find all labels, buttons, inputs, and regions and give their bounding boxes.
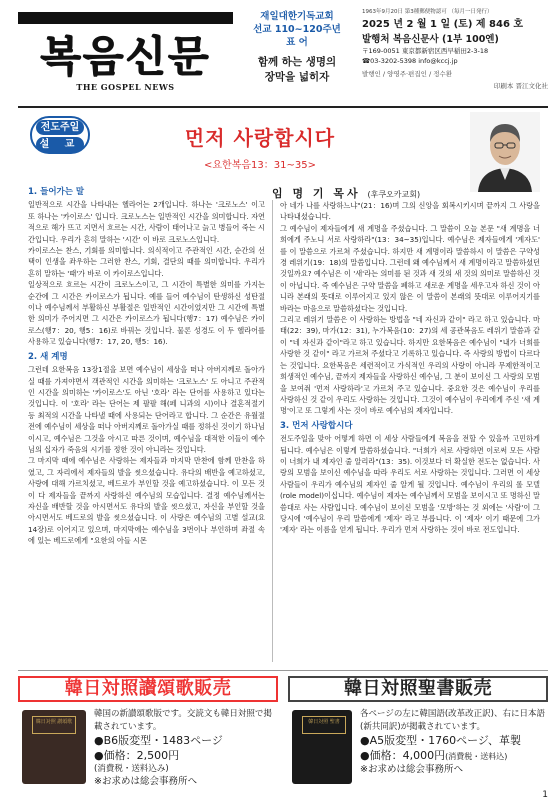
ad-description: 各ページの左に韓国語(改革改正訳)、右に日本語(新共同訳)が掲載されています。 [360, 709, 545, 732]
ad-price-note: (消費税・送料込み) [94, 764, 169, 774]
paragraph: 일반적으로 시간을 나타내는 헬라어는 2개입니다. 하나는 '크로노스' 이고 또 하나는 '카이로스' 입니다. 크로노스는 일반적인 시간을 의미합니다. 자연적으로 해가 뜨고 지면서 흐르는 시간, 사람이 태어나고 늙고 병들어 죽는 시간입니다. 우리가 흔히 말하는 '시간' 이 바로 크로노스입니다. [28, 200, 265, 244]
ad-text [94, 708, 278, 788]
mission-years: 선교 110~120주년 [253, 24, 341, 35]
sermon-badge [30, 116, 90, 154]
publication-info [362, 6, 548, 104]
preacher-church: (후쿠오카교회) [367, 190, 421, 199]
ad-order-note: ※お求めは総会事務所へ [94, 775, 197, 787]
paragraph: 그 예수님이 제자들에게 새 계명을 주셨습니다. 그 말씀이 오늘 본문 "새 계명을 너희에게 주노니 서로 사랑하라"(13：34~35)입니다. 예수님은 제자들에게 '계자도' 를 이 말씀으로 가르쳐 주셨습니다. 하지만 새 계명이라 말씀하시 이 말씀은 구약성경 레위기(19：18)의 말씀입니다. 그런데 왜 예수님께서 새 계명이라고 말씀하셨던 것일까요? 예수님은 이 '새'라는 의미를 된 것과 새 것의 새 것의 의미로 말씀하신 것이 아닙니다. 즉 예수님은 구약 말씀을 폐하고 새로운 계명을 세우고자 하신 것이 아니라 본래의 뜻대로 이루어지고 있지 않은 이 말씀이 본래의 뜻대로 이루어지기를 바라는 마음으로 말씀하셨다는 것입니다. [280, 223, 540, 313]
ad-price: ●価格：2,500円 [94, 749, 180, 762]
preacher-photo [470, 112, 540, 192]
ad-price [360, 748, 548, 764]
ad-text [360, 708, 548, 777]
ad-banner: 韓日対照讃頌歌販売 [18, 676, 278, 702]
hymnal-ad [18, 676, 278, 788]
masthead-bar [18, 12, 233, 24]
motto-slogan [238, 55, 356, 85]
hymnal-book-image [22, 710, 86, 784]
section-heading-1: 1. 들어가는 말 [28, 187, 85, 197]
address: 〒169-0051 東京都新宿区西早稲田2-3-18 [362, 47, 489, 55]
ad-separator [18, 670, 548, 671]
book-cover-label: 韓日対照 聖書 [302, 716, 346, 734]
sermon-body-left [28, 183, 265, 547]
contact: ☎03-3202-5398 info@kccj.jp [362, 57, 458, 65]
printer: 印刷本 晋江文化社 [493, 82, 548, 90]
badge-line-1: 전도주일 [36, 120, 84, 135]
paragraph: 그런데 요한복음 13장1절을 보면 예수님이 세상을 떠나 아버지께로 돌아가실 때를 가져야면서 객관적인 시간을 의미하는 '크로노스' 도 아니고 주관적인 시간을 의미하는 '카이로스'도 아닌 '호라' 라는 단어를 사용하고 있다는 것입니다. 이 '호라' 라는 단어는 제 팔팔 해(페 니과의 시)이나 결혼적절기 등 최적의 시간을 나타낼 때에 사용되는 단어라고 합니다. 그 순간은 유월절 전에 예수님이 세상을 떠나 아버지께로 돌아가실 때를 정하신 것이기 하나님이시고, 예수님은 그것을 아시고 따른 것이며, 예수님을 대적한 이들이 예수님의 십자가 죽음의 시기를 정한 것이 아니라는 것입니다. [28, 365, 265, 454]
slogan-line-2: 장막을 넓히자 [264, 71, 330, 83]
publisher: 발행처 복음신문사 (1부 100엔) [362, 34, 499, 45]
registration-line: 1963年9月20日 第3種郵便物認可 （毎月一日発行） [362, 9, 493, 15]
paragraph: 전도주일을 맞아 어떻게 하면 이 세상 사람들에게 복음을 전할 수 있을까 고민하게 됩니다. 예수님은 이렇게 말씀하셨습니다. "너희가 서로 사랑하면 이로써 모든 사람이 너희가 내 제자인 줄 알리라"(13：35). 이것보다 더 확실한 전도는 없습니다. 사랑의 모범을 보이신 예수님을 따라 우리도 서로 사랑하는 것입니다. 그러면 이 세상 사람들이 우리가 예수님의 제자인 줄 알게 될 것입니다. 예수님이 우리의 롤 모델(role model)이십니다. 예수님이 제자는 예수님께서 모범을 보이시고 또 명하신 말씀대로 사는 사람입니다. 예수님이 보이신 모범을 '모방'하는 것 외에는 '사람'이 그 당시에 '예수님이 우리 말씀에게 '제자' 라고 부릅니다. 이 '제자' 이기 때문에 그가 '제자' 라는 이름을 얻게 됩니다. 우리가 먼저 사랑하는 것이 바로 전도입니다. [280, 434, 540, 535]
church-motto-box [238, 10, 356, 104]
section-heading-3: 3. 먼저 사랑합시다 [280, 420, 353, 431]
badge-line-2: 설 교 [36, 137, 84, 152]
ad-price-value: ●価格：4,000円 [360, 749, 446, 762]
ad-spec: ●B6版変型・1483ページ [94, 734, 223, 747]
ad-spec: ●A5版変型・1760ページ、革製 [360, 734, 522, 747]
column-divider [272, 200, 273, 662]
masthead-subtitle: THE GOSPEL NEWS [76, 82, 175, 92]
sermon-body-right [280, 200, 540, 536]
paragraph: 그 마지막 때에 예수님은 사랑하는 제자들과 마지막 만찬에 함께 만찬을 하였고, 그 자리에서 제자들의 발을 씻으셨습니다. 유다의 배반을 예고하셨고, 사랑에 대해 가르치셨고, 베드로가 부인할 것을 예고하셨습니다. 이 모든 것이 다 제자들을 끝까지 사랑하신 예수님의 모습입니다. 결정 예수님께서는 자신을 배반할 것을 아시면서도 유다의 발을 씻으셨고, 자신을 부인할 것을 아시면서도 베드로의 발을 씻으셨습니다. 이 사랑은 예수님의 고별 설교(요14장)로 이어지고 있으며, 마지막에는 예수님을 3번이나 부인하며 좌절 속에 있는 베드로에게 "요한의 아들 시몬 [28, 456, 265, 546]
church-name: 재일대한기독교회 [260, 11, 334, 22]
paragraph: 일상적으로 흐르는 시간이 크로노스이고, 그 시간이 특별한 의미를 가지는 순간에 그 시간은 카이로스가 됩니다. 예를 들어 예수님이 탄생하신 성탄절이나 예수님께서 부활하신 부활절은 일반적인 시간이었지만 그 시간에 특별한 의미가 주어지면 그 시간은 카이로스가 됩니다(행7：17) 예수님은 카이로스(행7：20, 행5：16)로 바꿔는 것입니다. 물론 성경도 이 두 헬라어를 사용하고 있습니다(행7：17, 20, 행5：16). [28, 280, 265, 347]
ad-price-note: (消費税・送料込) [445, 752, 508, 761]
motto-label: 표 어 [286, 37, 308, 48]
header-rule [18, 106, 548, 108]
ad-banner: 韓日対照聖書販売 [288, 676, 548, 702]
paragraph: 카이로스는 찬스, 기회를 의미합니다. 의식적이고 주관적인 시간, 순간의 선택이 인생을 좌우하는 그러한 찬스, 기회, 결단의 때를 의미합니다. 우리가 흔히 말하는 '때'가 바로 이 카이로스입니다. [28, 246, 265, 278]
paragraph: 그리고 레위기 말씀은 이 사랑하는 방법을 "네 자신과 같이" 라고 하고 있습니다. 마태(22：39), 마가(12：31), 누가복음(10：27)의 세 공관복음도 레위기 말씀과 같이 "네 자신과 같이"라고 하고 있습니다. 하지만 요한복음은 예수님이 "내가 너희를 사랑한 것 같이" 라고 가르쳐 주셨다고 기록하고 있습니다. 즉 사랑의 방법이 다르다는 것입니다. 요한복음은 세련적이고 가식적인 우리의 사랑이 아니라 무제한적이고 희생적인 예수님, 끝까지 제자들을 사랑하신 예수님, 그 분이 보이신 그 사랑의 모범을 보여줘 '먼저 사랑하라'고 가르쳐 주고 있습니다. 중요한 것은 예수님이 우리를 사랑하신 것 같이 우리도 사랑하는 것입니다. 그것이 예수님이 우리에게 주신 '새 계명'이고 또 그렇게 사는 것이 바로 예수님의 제자입니다. [280, 315, 540, 416]
ad-description: 韓国の新讃頌歌版です。交読文も韓日対照で掲載されています。 [94, 709, 272, 732]
section-heading-2: 2. 새 계명 [28, 351, 68, 362]
slogan-line-1: 함께 하는 생명의 [257, 56, 337, 68]
ad-order-note: ※お求めは総会事務所へ [360, 764, 463, 775]
bible-ad [288, 676, 548, 788]
bible-book-image [292, 710, 352, 784]
issue-date: 2025 년 2 월 1 일 (토) 제 846 호 [362, 19, 524, 30]
preacher-label: 임 명 기 목사 [272, 187, 361, 200]
editors: 발행인 / 양영주·편집인 / 정수환 [362, 70, 453, 78]
book-cover-label: 韓日対照 讃頌歌 [32, 716, 76, 734]
page-number: 1 [542, 790, 548, 800]
sermon-title: 먼저 사랑합시다 [184, 126, 336, 150]
paragraph: 아 네가 나를 사랑하느냐"(21：16)며 그의 신앙을 회복시키시며 끝까지 그 사랑을 나타내셨습니다. [280, 201, 540, 222]
masthead-title: 복음신문 [40, 32, 211, 81]
scripture-reference: <요한복음13：31~35> [204, 160, 316, 171]
preacher-name [272, 185, 420, 201]
